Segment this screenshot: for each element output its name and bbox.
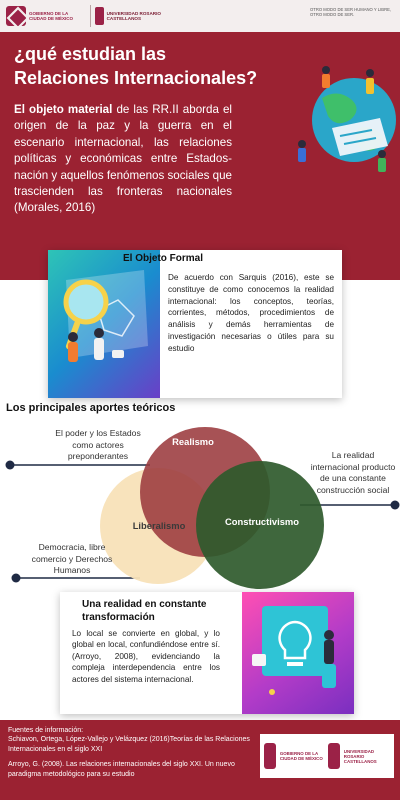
realidad-dot	[391, 501, 400, 510]
democracia-label: Democracia, libre comercio y Derechos Humanos	[31, 542, 113, 576]
urc-emblem-icon	[328, 743, 340, 769]
page-title: ¿qué estudian las Relaciones Internacionales?	[14, 44, 258, 88]
formal-title: El Objeto Formal	[123, 253, 204, 264]
footer-logos	[260, 734, 394, 778]
intro-paragraph	[14, 102, 232, 217]
lightbulb-illustration-icon	[242, 592, 354, 714]
gob-logo-text: GOBIERNO DE LA CIUDAD DE MÉXICO	[29, 11, 74, 21]
intro-text: de las RR.II aborda el origen de la paz y la guerra en el escenario internacional, las relaciones políticas y económicas entre Estados-nación y aquellos fenómenos sociales que trascienden las fronteras nacionales (Morales, 2016)	[14, 103, 232, 215]
transformation-body: Lo local se convierte en global, y lo global en local, confundiéndose entre sí. (Arroyo, 2008), evidenciando la compleja interdependencia entre los actores del sistema internacional.	[72, 629, 220, 684]
cdmx-emblem-icon	[264, 743, 276, 769]
realismo-label: Realismo	[172, 436, 214, 447]
globe-illustration-icon	[292, 58, 396, 176]
urc-emblem-icon	[95, 7, 104, 25]
democracia-dot	[12, 574, 21, 583]
footer-univ-text: UNIVERSIDAD ROSARIO CASTELLANOS	[343, 748, 377, 764]
magnifier-illustration-icon	[48, 250, 160, 398]
slogan: OTRO MODO DE SER HUMANO Y LIBRE, OTRO MODO DE SER.	[310, 7, 392, 17]
poder-dot	[6, 461, 15, 470]
reference-1: Schiavon, Ortega, López-Vallejo y Velázquez (2016)Teorías de las Relaciones Internacionales en el siglo XXI	[8, 736, 250, 753]
formal-body: De acuerdo con Sarquis (2016), este se constituye de como conocemos la realidad internacional: los conceptos, teorías, corrientes, métodos, procedimientos de análisis y demás herramientas de investigación necesarias o útiles para su estudio	[168, 273, 334, 353]
universidad-logo	[90, 5, 162, 27]
gobierno-cdmx-logo	[6, 5, 88, 27]
liberalismo-label: Liberalismo	[132, 520, 186, 531]
aportes-title: Los principales aportes teóricos	[6, 402, 176, 414]
reference-2: Arroyo, G. (2008). Las relaciones internacionales del siglo XXI. Un nuevo paradigma metodológico para su estudio	[8, 761, 235, 778]
constructivismo-label: Constructivismo	[225, 516, 299, 527]
sources-heading: Fuentes de información:	[8, 727, 84, 734]
intro-bold: El objeto material	[14, 103, 113, 116]
poder-label: El poder y los Estados como actores preponderantes	[55, 428, 141, 462]
footer-gob-text: GOBIERNO DE LA CIUDAD DE MÉXICO	[279, 751, 323, 761]
realidad-label: La realidad internacional producto de una constante construcción social	[310, 450, 396, 495]
cdmx-emblem-icon	[6, 6, 26, 26]
references	[8, 726, 250, 785]
header-bar	[0, 0, 400, 32]
transformation-title: Una realidad en constante transformación	[82, 599, 207, 623]
univ-logo-text: UNIVERSIDAD ROSARIO CASTELLANOS	[106, 10, 161, 21]
